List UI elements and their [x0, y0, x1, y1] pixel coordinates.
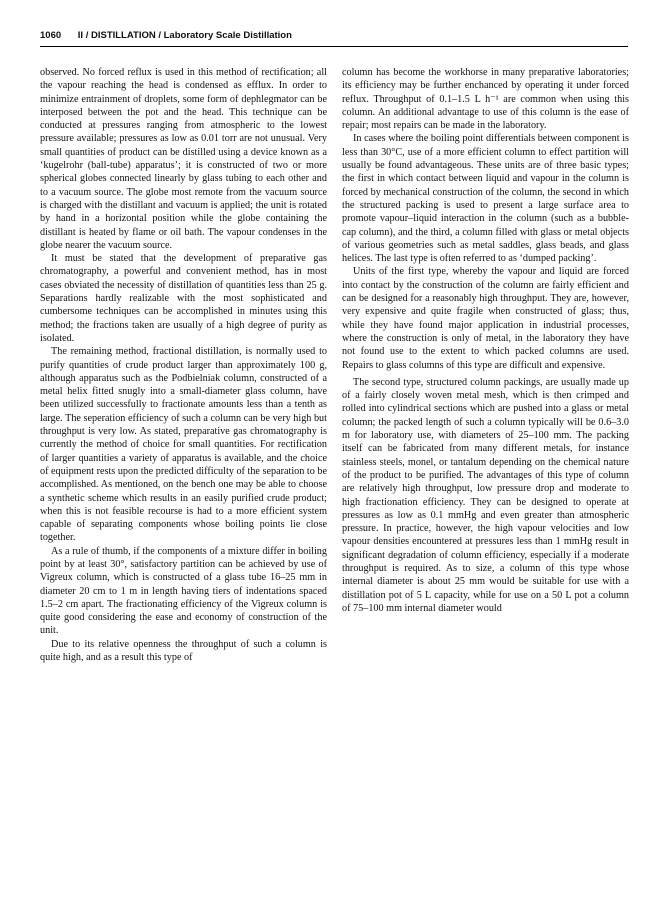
- paragraph: The second type, structured column packings, are usually made up of a fairly closely woven metal mesh, which is then crimped and rolled into cylindrical sections which are pushed into a glass or metal column; the packed length of such a column typically will be 0.6–3.0 m for laboratory use, with diameters of 25–100 mm. The packing itself can be fabricated from many different metals, for instance stainless steels, monel, or tantalum depending on the chemical nature of the product to be purified. The advantages of this type of column are relatively high throughput, low pressure drop and moderate to high fractionation efficiency. They can be designed to operate at pressures as low as 0.1 mmHg and even greater than atmospheric pressure. In practice, however, the high vapour velocities and low vapour densities encountered at pressures less than 1 mmHg result in significant degradation of column efficiency, especially if a moderate throughput is required. As to size, a column of this type whose internal diameter is about 25 mm would be suitable for use with a distillation pot of 5 L capacity, while for use on a 50 L pot a column of 75–100 mm internal diameter would: [342, 376, 629, 614]
- paragraph: It must be stated that the development of preparative gas chromatography, a powerful and convenient method, has in most cases obviated the necessity of distillation of quantities less than 25 g. Separations hardly realizable with the most sophisticated and cumbersome techniques can be accomplished in minutes using this method; the fractions taken are usually of a high degree of purity as isolated.: [40, 253, 327, 344]
- left-column: [40, 66, 327, 664]
- running-header: [40, 30, 628, 44]
- header-rule: [40, 46, 628, 47]
- paragraph: observed. No forced reflux is used in this method of rectification; all the vapour reaching the head is condensed as efflux. In order to minimize entrainment of droplets, some form of dephlegmator can be interposed between the pot and the head. This technique can be conducted at pressures ranging from atmospheric to the lowest pressure available; pressures as low as 0.01 torr are not unusual. Very small quantities of product can be distilled using a device known as a ‘kugelrohr (ball-tube) apparatus’; it is constructed of two or more spherical globes connected linearly by glass tubing to each other and to a vacuum source. The globe most remote from the vacuum source is charged with the distillant and vacuum is applied; the unit is rotated by hand in a horizontal position while the globe containing the distillant is heated by flame or oil bath. The vapour condenses in the globe nearer the vacuum source.: [40, 67, 327, 251]
- paragraph: column has become the workhorse in many preparative laboratories; its efficiency may be further enchanced by operating it under forced reflux. Throughput of 0.1–1.5 L h⁻¹ are common when using this column. An additional advantage to use of this column is the ease of repair; most repairs can be made in the laboratory.: [342, 67, 629, 132]
- paragraph: Due to its relative openness the throughput of such a column is quite high, and as a result this type of: [40, 638, 327, 664]
- paragraph: Units of the first type, whereby the vapour and liquid are forced into contact by the construction of the column are fairly efficient and can be designed for a reasonably high throughput. They are, however, very expensive and quite fragile when constructed of glass; thus, while they have found major application in industrial processes, where the construction is only of metal, in the laboratory they have not found use to the extent to which packed columns are used. Repairs to glass columns of this type are difficult and expensive.: [342, 266, 629, 371]
- paragraph: In cases where the boiling point differentials between component is less than 30°C, use of a more efficient column to effect partition will usually be found advantageous. These units are of three basic types; the first in which contact between liquid and vapour in the column is forced by mechanical construction of the column, the second in which the structured packing is used to present a large surface area to promote vapour–liquid interaction in the column (such as a bubble-cap column), and the third, a column filled with glass or metal objects of various geometries such as metal saddles, glass beads, and glass helices. The last type is often referred to as ‘dumped packing’.: [342, 133, 629, 265]
- paragraph: As a rule of thumb, if the components of a mixture differ in boiling point by at least 30°, satisfactory partition can be achieved by use of Vigreux column, which is constructed of a glass tube 16–25 mm in diameter 20 cm to 1 m in length having tiers of indentations spaced 1.5–2 cm apart. The fractionating efficiency of the Vigreux column is quite good considering the ease and economy of construction of the unit.: [40, 545, 327, 637]
- running-title: II / DISTILLATION / Laboratory Scale Distillation: [77, 30, 292, 41]
- page-number: 1060: [40, 30, 62, 41]
- paragraph: The remaining method, fractional distillation, is normally used to purify quantities of crude product larger than approximately 100 g, although apparatus such as the Podbielniak column, constructed of a metal helix fitted snugly into a small-diameter glass column, have been utilized successfully to fractionate amounts less than a tenth as large. The seperation efficiency of such a column can be very high but throughput is very low. As stated, preparative gas chromatography is currently the method of choice for small quantities. For rectification of larger quantities a variety of apparatus is available, and the choice of equipment rests upon the predicted difficulty of the separation to be accomplished. As mentioned, on the bench one may be able to choose a synthetic scheme which results in an easily purified crude product; when this is not feasible recourse is had to a more efficient system capable of separating components whose boiling points lie close together.: [40, 346, 327, 544]
- right-column: [342, 66, 629, 615]
